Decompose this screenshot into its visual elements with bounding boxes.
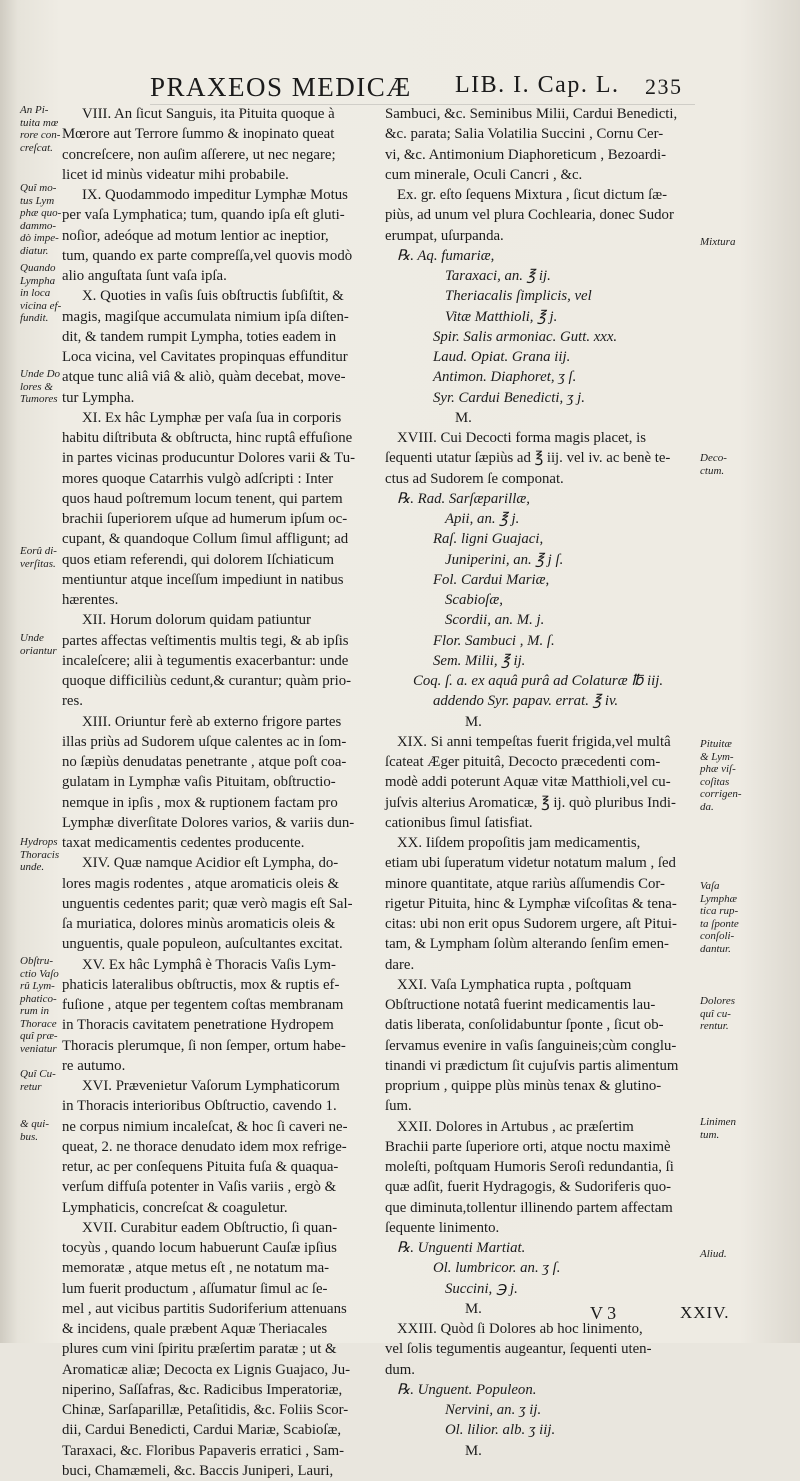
text-line: ℞. Unguent. Populeon. [397,1381,537,1398]
text-line: modè addi poterunt Aquæ vitæ Matthioli,vel cu- [385,774,671,791]
text-line: datis liberata, conſolidabuntur ſponte , ſicut ob- [385,1017,664,1034]
text-line: Mœrore aut Terrore ſummo & inopinato queat [62,126,335,143]
margin-note-line: fundit. [20,312,49,324]
margin-note-line: Thoracis [20,848,60,861]
text-line: M. [455,409,472,426]
margin-note-line: & Lym- [700,750,734,763]
text-line: taxat medicamentis cedentes producente. [62,835,305,851]
text-line: tum, quando ex parte compreſſa,vel quovis modò [62,247,353,264]
text-line: Obſtructione notatâ fuerint medicamentis lau- [385,997,656,1013]
text-line: rigetur Pituita, hinc & Lymphæ viſcoſitas & tena- [385,895,677,912]
text-line: alio anguſtata ſunt vaſa ipſa. [62,268,227,284]
text-line: minore quantitate, atque rariùs aſſumendis Cor- [385,875,665,892]
text-line: que diminuta,tollentur illinendo partem affectam [385,1199,673,1216]
text-line: Succini, ℈ j. [445,1280,518,1297]
text-line: atque tunc aliâ viâ & aliò, quàm decebat, move- [62,369,346,386]
text-line: Antimon. Diaphoret, ʒ ſ. [433,369,577,386]
margin-note-line: Thorace [20,1017,57,1030]
margin-note [20,182,64,257]
text-line: retur, ac per conſequens Pituita fuſa & quaqua- [62,1159,339,1175]
text-line: juſvis alterius Aromaticæ, ℥ ij. quò pluribus Indi- [385,794,676,811]
text-line: dum. [385,1361,416,1378]
text-line: XXIII. Quòd ſi Dolores ab hoc linimento, [397,1321,643,1337]
margin-note [20,632,64,657]
text-line: nemque in ipſis , mox & ruptionem factam pro [62,794,338,811]
text-line: mentiuntur atque inceſſum impediunt in natibus [62,571,344,588]
text-line: Vitæ Matthioli, ℥ j. [445,308,558,325]
margin-note-line: phæ quo- [20,207,62,219]
text-line: vel ſolis tegumentis augeantur, ſequenti uten- [385,1341,652,1358]
margin-note [20,1068,64,1093]
margin-note-line: ta ſponte [700,917,739,930]
text-line: Nervini, an. ʒ ij. [445,1402,542,1418]
margin-note-line: verſitas. [20,557,56,570]
text-line: Juniperini, an. ℥ j ſ. [445,551,564,568]
margin-note [700,995,775,1033]
text-line: Lymphaticis, concreſcat & coaguletur. [62,1199,288,1216]
margin-note-line: vicina ef- [20,299,62,312]
text-line: ctus ad Sudorem ſe componat. [385,470,564,487]
margin-note [20,1118,64,1143]
text-line: quæ adſit, fuerit Hydragogis, & Sudoriferis quo- [385,1179,672,1196]
margin-note-line: ctio Vaſo [20,967,59,980]
text-line: XVI. Prævenietur Vaſorum Lymphaticorum [82,1078,340,1094]
text-line: ℞. Rad. Sarſæparillæ, [397,490,530,507]
margin-note-line: unde. [20,861,45,873]
text-line: Lymphæ diverſitate Dolores varios, & variis dun- [62,814,355,831]
margin-note-line: quî præ- [20,1030,58,1042]
margin-note-line: tum. [700,1128,720,1141]
margin-note-line: Dolores [700,995,736,1007]
margin-note-line: quî cu- [700,1007,731,1020]
margin-note-line: Deco- [700,452,727,464]
text-line: proprium , quippe plùs minùs tenax & glutino- [385,1078,662,1094]
margin-note-line: Unde [20,632,44,644]
margin-note-line: oriantur [20,644,57,657]
text-line: ſequenti utatur ſæpiùs ad ℥ iij. vel iv. ac benè te- [385,450,671,467]
text-line: Scabioſæ, [445,592,503,608]
text-line: Fol. Cardui Mariæ, [433,571,550,588]
text-line: Taraxaci, &c. Floribus Papaveris erratici , Sam- [62,1442,345,1459]
text-line: XIX. Si anni tempeſtas fuerit frigida,vel multâ [397,733,671,750]
text-line: ſum. [385,1098,412,1115]
text-line: ℞. Unguenti Martiat. [397,1240,526,1256]
book-chapter-label: LIB. I. Cap. L. [455,72,620,98]
margin-note-line: Lymphæ [700,892,737,905]
margin-note-line: retur [20,1080,42,1093]
text-line: niperino, Saſſafras, &c. Radicibus Imperatoriæ, [62,1381,343,1398]
text-line: Sem. Milii, ℥ ij. [433,652,526,669]
margin-note-line: dantur. [700,942,731,955]
text-line: buci, Chamæmeli, &c. Baccis Juniperi, Lauri, [62,1462,334,1479]
margin-note-line: Tumores [20,393,58,405]
text-line: noſior, adeóque ad motum lentior ac ineptior, [62,227,329,244]
text-line: Spir. Salis armoniac. Gutt. xxx. [433,328,618,345]
text-line: ſervamus evenire in vaſis ſanguineis;cùm conglu- [385,1037,677,1054]
text-line: vi, &c. Antimonium Diaphoreticum , Bezoardi- [385,146,667,163]
text-line: Brachii parte ſuperiore orti, atque noctu maximè [385,1138,671,1155]
text-line: XII. Horum dolorum quidam patiuntur [82,612,311,629]
margin-note-line: Quî mo- [20,182,57,194]
text-line: XIII. Oriuntur ferè ab externo frigore partes [82,713,342,730]
text-line: quos etiam referendi, qui dolorem Iſchiaticum [62,551,335,568]
text-line: queat, 2. ne thorace denudato idem mox refrige- [62,1138,347,1155]
margin-note-line: Mixtura [700,236,736,248]
margin-note [20,545,64,570]
text-line: XVIII. Cui Decocti forma magis placet, is [397,430,647,446]
text-line: Sambuci, &c. Seminibus Milii, Cardui Benedicti, [385,106,678,122]
margin-note [20,104,64,154]
margin-note-line: Lympha [20,274,56,287]
text-line: Ol. lilior. alb. ʒ iij. [445,1422,556,1439]
margin-note-line: tus Lym [20,194,55,207]
margin-note-line: diatur. [20,244,49,257]
text-line: VIII. An ſicut Sanguis, ita Pituita quoque à [82,106,335,122]
text-line: fuſione , atque per tegentem coſtas membranam [62,997,344,1013]
margin-note-line: Unde Do [20,368,61,380]
text-line: unguentis, quale populeon, auſcultantes excitat. [62,936,343,953]
text-line: dit, & tandem rumpit Lympha, toties eadem in [62,328,337,345]
margin-note-line: conſoli- [700,930,735,942]
text-line: cupant, & quandoque Collum ſimul affligunt; ad [62,531,349,548]
text-line: X. Quoties in vaſis ſuis obſtructis ſubſiſtit, & [82,288,344,305]
text-line: M. [465,1442,482,1459]
text-line: Laud. Opiat. Grana iij. [433,349,571,365]
text-line: incaleſcere; alii à tegumentis exacerbantur: unde [62,652,349,669]
text-line: in partes vicinas producuntur Dolores varii & Tu- [62,450,356,467]
margin-note-line: & qui- [20,1118,50,1130]
text-line: dare. [385,956,415,973]
margin-note-line: in loca [20,287,51,299]
catchword: XXIV. [680,1303,730,1322]
text-line: unguentis cedentes parit; quæ verò magis eſt Sal- [62,895,353,912]
text-line: Ex. gr. eſto ſequens Mixtura , ſicut dictum ſæ- [397,187,667,203]
left-text-column [62,104,374,1481]
text-line: licet id minùs videatur mihi probabile. [62,166,289,183]
text-line: illas priùs ad Sudorem uſque calentes ac in ſom- [62,733,347,750]
margin-note [700,236,775,249]
text-line: moleſti, poſtquam Humoris Seroſi redundantia, ſi [385,1159,674,1175]
text-line: plures cum vini ſpiritu præſertim paratæ ; ut & [62,1341,337,1358]
text-line: cum minerale, Oculi Cancri , &c. [385,166,583,183]
text-line: phaticis lateralibus obſtructis, mox & ruptis ef- [62,976,340,993]
margin-note-line: da. [700,800,714,813]
text-line: re autumo. [62,1057,126,1074]
text-line: brachii ſuperiorem uſque ad humerum ipſum oc- [62,511,348,527]
margin-note-line: rentur. [700,1020,729,1032]
text-line: XXI. Vaſa Lymphatica rupta , poſtquam [397,976,632,993]
text-line: habitu diſtributa & obſtructa, hinc ruptâ effuſione [62,430,353,446]
margin-note-line: corrigen- [700,788,742,800]
margin-note-line: An Pi- [20,104,49,116]
margin-note-line: phatico- [20,992,57,1005]
text-line: quos haud poſtremum locum tenent, qui partem [62,490,343,507]
text-line: XIV. Quæ namque Acidior eſt Lympha, do- [82,855,339,872]
text-line: tinandi vi prædictum ſit cujuſvis partis alimentum [385,1057,679,1074]
text-line: concreſcere, non auſim aſſerere, ut nec negare; [62,146,336,163]
margin-note-line: dammo- [20,219,57,232]
text-line: in Thoracis interioribus Obſtructio, cavendo 1. [62,1098,337,1115]
text-line: XX. Iiſdem propoſitis jam medicamentis, [397,835,641,851]
margin-note-line: rore con- [20,129,61,141]
text-line: Ol. lumbricor. an. ʒ ſ. [433,1260,561,1277]
text-line: & incidens, quale præbent Aquæ Theriacales [62,1321,328,1337]
text-line: dii, Cardui Benedicti, Cardui Mariæ, Scabioſæ, [62,1422,342,1439]
text-line: partes affectas veſtimentis multis tegi, & ab ipſis [62,632,349,649]
margin-note [700,880,775,955]
margin-note [700,1248,775,1261]
text-line: citas: ubi non erit opus Sudorem urgere, aſt Pitui- [385,916,677,932]
text-line: Syr. Cardui Benedicti, ʒ j. [433,389,585,406]
text-line: Aromaticæ aliæ; Decocta ex Lignis Guajaco, Ju- [62,1361,351,1378]
text-line: no ſæpiùs denudatas penetrante , atque poſt coa- [62,754,347,770]
text-line: ſequente linimento. [385,1219,500,1236]
margin-note-line: Aliud. [700,1248,727,1260]
margin-note-line: tica rup- [700,905,739,917]
text-line: Raſ. ligni Guajaci, [433,531,544,548]
margin-note-line: Hydrops [20,836,58,848]
text-line: ſa muriatica, dolores minùs aromaticis oleis & [62,916,336,932]
text-line: erumpat, uſurpanda. [385,227,504,244]
text-line: Theriacalis ſimplicis, vel [445,288,592,305]
running-title: PRAXEOS MEDICÆ [150,72,412,102]
text-line: in Thoracis cavitatem penetratione Hydropem [62,1017,334,1034]
margin-note-line: tuita mœ [20,116,59,129]
text-line: ne corpus nimium incaleſcat, & hoc ſi caveri ne- [62,1118,348,1135]
text-line: cationibus ſimul ſatisfiat. [385,814,533,831]
margin-note [20,262,64,325]
text-line: addendo Syr. papav. errat. ℥ iv. [433,693,619,710]
margin-note-line: phæ viſ- [700,763,736,775]
text-line: per vaſa Lymphatica; tum, quando ipſa eſt gluti- [62,207,345,224]
margin-note-line: Quando [20,262,56,274]
margin-note-line: Pituitæ [700,738,732,750]
text-line: XVII. Curabitur eadem Obſtructio, ſi quan- [82,1219,338,1236]
text-line: Taraxaci, an. ℥ ij. [445,268,551,284]
text-line: Scordii, an. M. j. [445,612,545,629]
margin-note [700,1116,775,1141]
text-line: quoque difficiliùs cedunt,& curantur; quàm prio- [62,673,352,689]
text-line: Loca vicina, vel Cavitates propinquas effunditur [62,349,348,365]
page-number: 235 [645,74,683,99]
text-line: ℞. Aq. fumariæ, [397,247,495,264]
margin-note [20,836,64,874]
text-line: Chinæ, Sarſaparillæ, Petaſitidis, &c. Foliis Scor- [62,1402,349,1418]
margin-note-line: Eorû di- [20,545,57,557]
margin-note [700,452,775,477]
margin-note-line: dò impe- [20,232,59,244]
text-line: tocyùs , quando locum habuerunt Cauſæ ipſius [62,1240,337,1256]
margin-note-line: Quî Cu- [20,1068,56,1080]
right-text-column [385,104,695,1461]
text-line: hærentes. [62,592,119,608]
text-line: verſum diffuſa potenter in Vaſis variis , ergò & [62,1179,337,1196]
margin-note [700,738,775,813]
text-line: tam, & Lympham ſolùm alterando ſenſim emen- [385,936,669,953]
text-line: M. [465,1300,482,1317]
text-line: lum fuerit productum , aſſumatur ſimul ac ſe- [62,1280,328,1297]
text-line: Coq. ſ. a. ex aquâ purâ ad Colaturæ ℔ iij. [413,673,664,689]
text-line: M. [465,713,482,730]
text-line: XV. Ex hâc Lymphâ è Thoracis Vaſis Lym- [82,956,336,973]
text-line: Flor. Sambuci , M. ſ. [433,632,555,649]
running-header [150,72,695,106]
text-line: XXII. Dolores in Artubus , ac præſertim [397,1118,634,1135]
margin-note-line: veniatur [20,1042,57,1055]
margin-note-line: creſcat. [20,141,53,154]
text-line: res. [62,693,83,710]
margin-note-line: Linimen [700,1116,737,1128]
margin-note [20,368,64,406]
text-line: piùs, ad unum vel plura Cochlearia, donec Sudor [385,207,674,224]
margin-note [20,955,64,1055]
text-line: Apii, an. ℥ j. [445,511,520,527]
text-line: etiam ubi ſuperatum videtur notatum malum , ſed [385,855,676,872]
margin-note-line: bus. [20,1130,39,1143]
text-line: &c. parata; Salia Volatilia Succini , Cornu Cer- [385,126,664,143]
text-line: Thoracis plerumque, ſi non ſemper, ortum habe- [62,1037,346,1054]
margin-note-line: Obſtru- [20,955,53,967]
signature-mark: V 3 [590,1303,617,1323]
text-line: gulatam in Lymphæ vaſis Pituitam, obſtructio- [62,774,336,791]
text-line: lores magis rodentes , atque aromaticis oleis & [62,875,339,892]
margin-note-line: rû Lym- [20,980,55,992]
text-line: tur Lympha. [62,389,135,406]
margin-note-line: lores & [20,380,53,393]
margin-note-line: coſitas [700,775,730,788]
text-line: mel , aut vicibus partitis Sudoriferium attenuans [62,1300,347,1317]
text-line: magis, magiſque accumulata nimium ipſa diſten- [62,308,349,325]
margin-note-line: Vaſa [700,880,720,892]
text-line: ſcateat Æger pituitâ, Decocto præcedenti com- [385,754,661,770]
text-line: mores quoque Catarrhis vulgò adſcripti : Inter [62,470,334,487]
text-line: XI. Ex hâc Lymphæ per vaſa ſua in corporis [82,409,342,426]
text-line: IX. Quodammodo impeditur Lymphæ Motus [82,187,348,203]
margin-note-line: rum in [20,1005,50,1017]
margin-note-line: ctum. [700,464,725,477]
text-line: memoratæ , atque metus eſt , ne notatum ma- [62,1260,330,1277]
